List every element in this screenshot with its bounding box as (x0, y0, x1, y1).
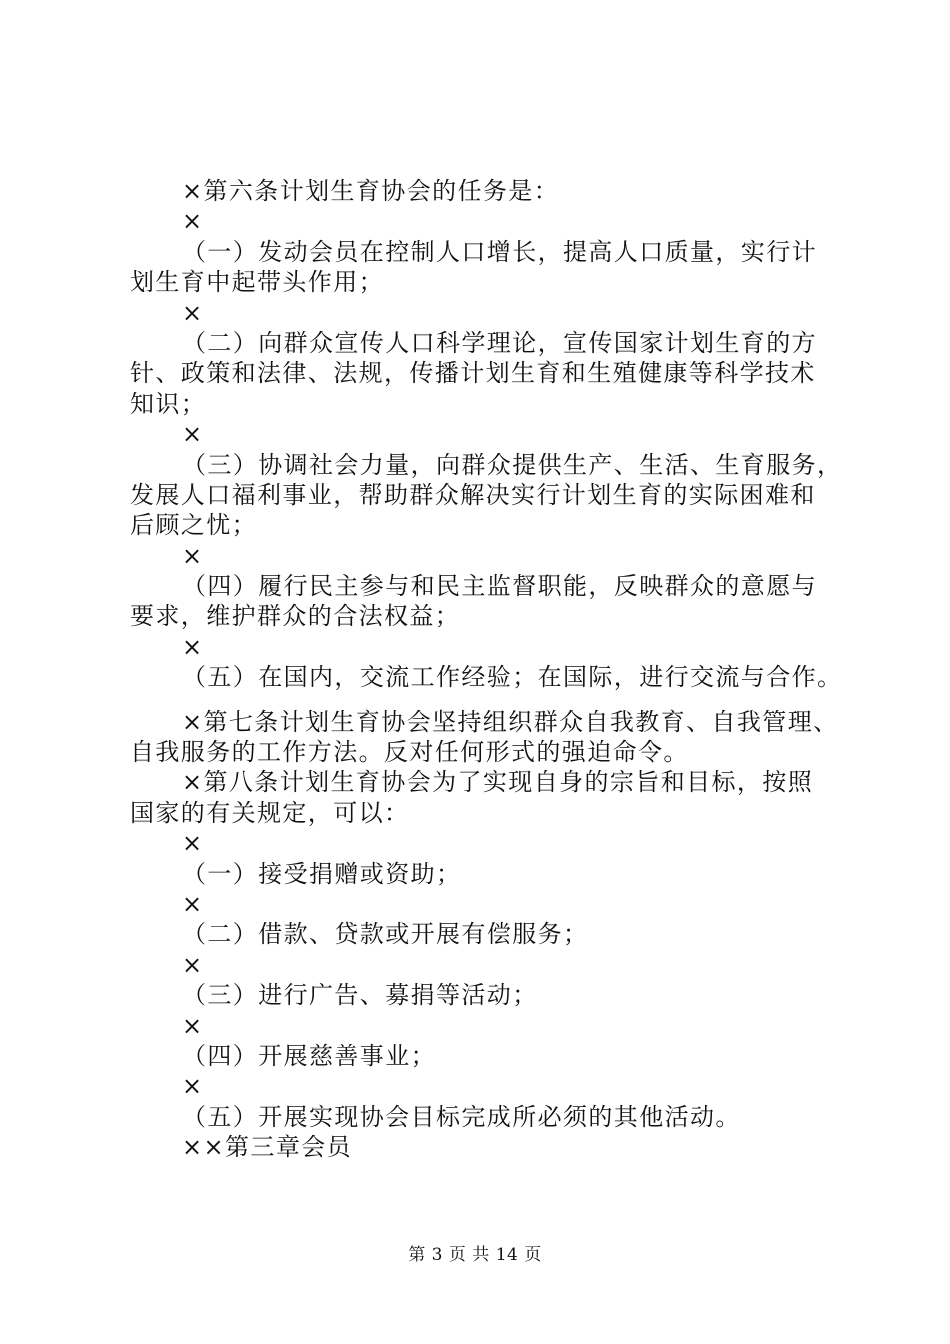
article-8-item-5: （五）开展实现协会目标完成所必须的其他活动。 (182, 1102, 741, 1131)
separator-mark: × (182, 632, 204, 661)
separator-mark: × (182, 1072, 204, 1101)
article-6-item-1: （一）发动会员在控制人口增长，提高人口质量，实行计 (182, 237, 817, 266)
separator-mark: × (182, 541, 204, 570)
article-8-heading: ×第八条计划生育协会为了实现自身的宗旨和目标，按照 (182, 768, 814, 797)
article-7-heading: ×第七条计划生育协会坚持组织群众自我教育、自我管理、 (182, 707, 839, 736)
article-6-item-3-continued: 发展人口福利事业，帮助群众解决实行计划生育的实际困难和 (130, 480, 816, 509)
article-8-item-3: （三）进行广告、募捐等活动； (182, 981, 538, 1010)
paragraph-gap (130, 693, 835, 707)
article-6-item-2: （二）向群众宣传人口科学理论，宣传国家计划生育的方 (182, 328, 817, 357)
article-8-item-4: （四）开展慈善事业； (182, 1041, 436, 1070)
article-8-continued: 国家的有关规定，可以： (130, 798, 410, 827)
article-6-item-4: （四）履行民主参与和民主监督职能，反映群众的意愿与 (182, 572, 817, 601)
separator-mark: × (182, 298, 204, 327)
document-body (130, 176, 843, 1163)
article-6-item-3: （三）协调社会力量，向群众提供生产、生活、生育服务， (182, 450, 843, 479)
article-8-item-1: （一）接受捐赠或资助； (182, 859, 462, 888)
article-6-item-3-continued: 后顾之忧； (130, 511, 257, 540)
article-6-item-2-continued: 针、政策和法律、法规，传播计划生育和生殖健康等科学技术 (130, 359, 816, 388)
chapter-3-heading: ××第三章会员 (182, 1133, 353, 1162)
separator-mark: × (182, 1011, 204, 1040)
article-6-item-2-continued: 知识； (130, 389, 207, 418)
article-6-heading: ×第六条计划生育协会的任务是： (182, 177, 560, 205)
article-7-continued: 自我服务的工作方法。反对任何形式的强迫命令。 (130, 738, 689, 767)
separator-mark: × (182, 829, 204, 858)
separator-mark: × (182, 889, 204, 918)
article-6-item-5: （五）在国内，交流工作经验；在国际，进行交流与合作。 (182, 663, 843, 692)
article-8-item-2: （二）借款、贷款或开展有偿服务； (182, 920, 589, 949)
separator-mark: × (182, 950, 204, 979)
separator-mark: × (182, 207, 204, 236)
page-number-footer: 第 3 页 共 14 页 (408, 1245, 542, 1265)
article-6-item-1-continued: 划生育中起带头作用； (130, 268, 384, 297)
article-6-item-4-continued: 要求，维护群众的合法权益； (130, 602, 461, 631)
separator-mark: × (182, 420, 204, 449)
